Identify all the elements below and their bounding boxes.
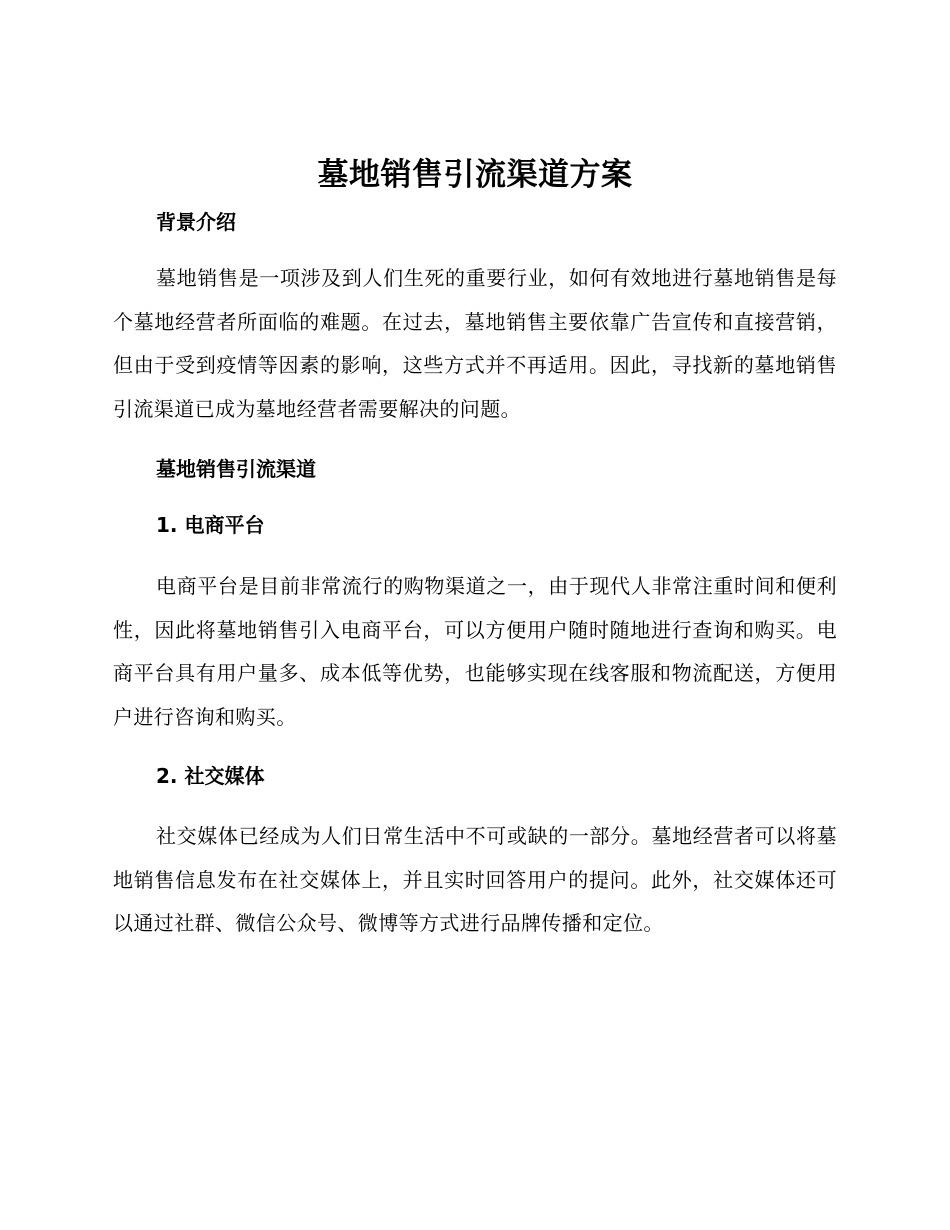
heading-ecommerce: 1. 电商平台: [156, 513, 265, 537]
heading-social-media: 2. 社交媒体: [156, 764, 265, 788]
heading-channels: 墓地销售引流渠道: [156, 457, 316, 481]
paragraph-ecommerce: 电商平台是目前非常流行的购物渠道之一，由于现代人非常注重时间和便利性，因此将墓地销售引入电商平台，可以方便用户随时随地进行查询和购买。电商平台具有用户量多、成本低等优势，也能够实现在线客服和物流配送，方便用户进行咨询和购买。: [113, 574, 837, 729]
document-body: [113, 150, 837, 946]
document-title: 墓地销售引流渠道方案: [317, 157, 633, 193]
paragraph-social-media: 社交媒体已经成为人们日常生活中不可或缺的一部分。墓地经营者可以将墓地销售信息发布在社交媒体上，并且实时回答用户的提问。此外，社交媒体还可以通过社群、微信公众号、微博等方式进行品牌传播和定位。: [113, 824, 837, 935]
heading-background: 背景介绍: [156, 210, 236, 234]
paragraph-background: 墓地销售是一项涉及到人们生死的重要行业，如何有效地进行墓地销售是每个墓地经营者所面临的难题。在过去，墓地销售主要依靠广告宣传和直接营销，但由于受到疫情等因素的影响，这些方式并不再适用。因此，寻找新的墓地销售引流渠道已成为墓地经营者需要解决的问题。: [113, 266, 837, 421]
